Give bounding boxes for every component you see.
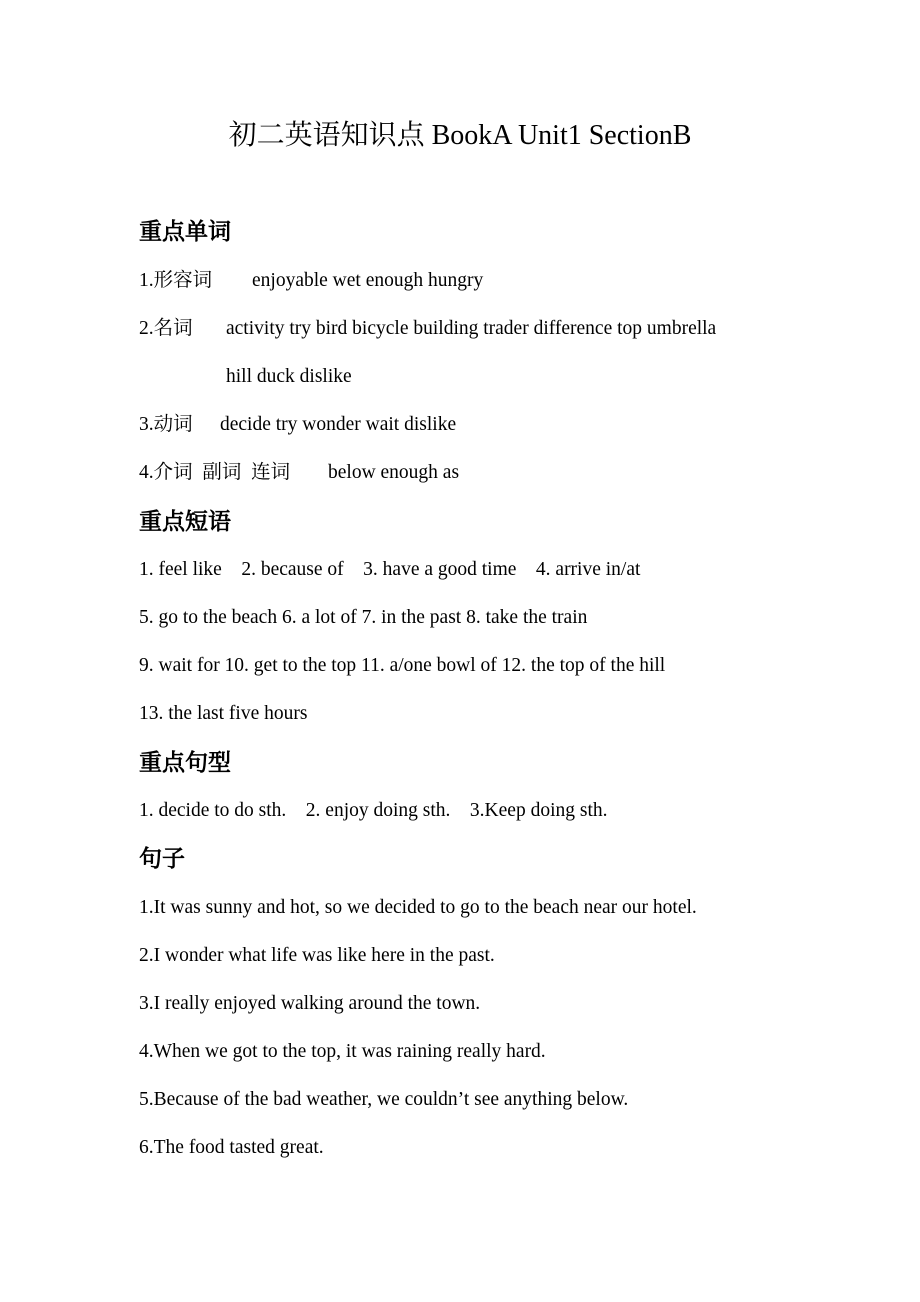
word-line-prep-adv-conj: [139, 459, 459, 487]
page-title: 初二英语知识点 BookA Unit1 SectionB: [228, 120, 692, 151]
word-line-verbs: [139, 411, 456, 439]
section-heading-sentences: 句子: [139, 846, 185, 872]
sentence-line: 4.When we got to the top, it was raining really hard.: [139, 1041, 546, 1062]
word-list-nouns: activity try bird bicycle building trader difference top umbrella: [226, 318, 717, 339]
sentence-line: 1.It was sunny and hot, so we decided to go to the beach near our hotel.: [139, 897, 697, 918]
word-label-prep-adv-conj: 4.介词 副词 连词: [139, 462, 291, 483]
sentence-line: 6.The food tasted great.: [139, 1137, 324, 1158]
phrase-line: 5. go to the beach 6. a lot of 7. in the past 8. take the train: [139, 607, 588, 628]
phrase-line: 1. feel like 2. because of 3. have a good time 4. arrive in/at: [139, 559, 641, 580]
word-list-adjectives: enjoyable wet enough hungry: [252, 270, 484, 291]
sentence-line: 2.I wonder what life was like here in the past.: [139, 945, 495, 966]
pattern-line: 1. decide to do sth. 2. enjoy doing sth. 3.Keep doing sth.: [139, 800, 608, 821]
phrase-line: 9. wait for 10. get to the top 11. a/one bowl of 12. the top of the hill: [139, 655, 666, 676]
word-label-nouns: 2.名词: [139, 318, 193, 339]
section-heading-patterns: 重点句型: [139, 750, 231, 776]
word-line-nouns: [139, 315, 716, 343]
sentence-line: 5.Because of the bad weather, we couldn’t see anything below.: [139, 1089, 629, 1110]
word-list-verbs: decide try wonder wait dislike: [220, 414, 457, 435]
section-heading-words: 重点单词: [139, 219, 231, 245]
phrase-line: 13. the last five hours: [139, 703, 308, 724]
word-list-prep-adv-conj: below enough as: [328, 462, 460, 483]
word-label-adjectives: 1.形容词: [139, 270, 213, 291]
word-line-adjectives: [139, 267, 483, 295]
word-label-verbs: 3.动词: [139, 414, 193, 435]
section-heading-phrases: 重点短语: [139, 509, 231, 535]
sentence-line: 3.I really enjoyed walking around the town.: [139, 993, 481, 1014]
word-list-nouns-continuation: hill duck dislike: [226, 366, 352, 387]
